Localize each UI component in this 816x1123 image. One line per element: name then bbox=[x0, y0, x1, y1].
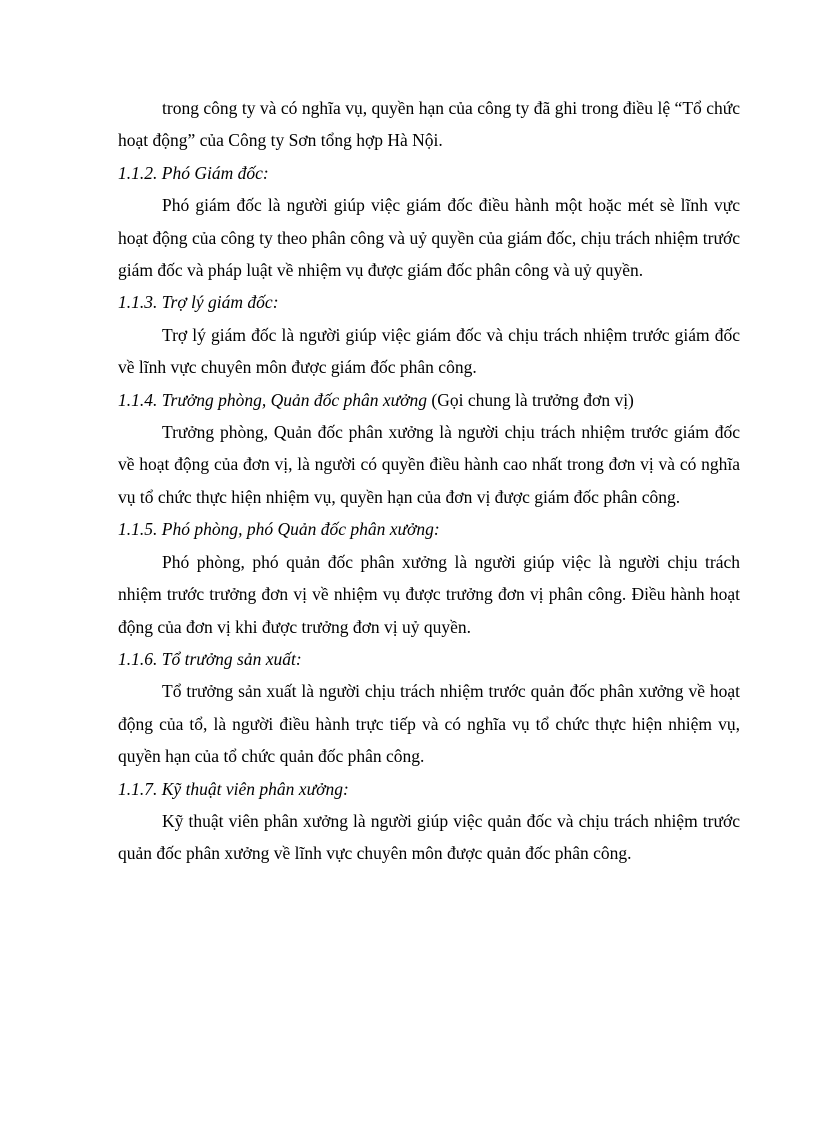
paragraph-pho-giam-doc: Phó giám đốc là người giúp việc giám đốc điều hành một hoặc mét sè lĩnh vực hoạt động của công ty theo phân công và uỷ quyền của giám đốc, chịu trách nhiệm trước giám đốc và pháp luật về nhiệm vụ được giám đốc phân công và uỷ quyền. bbox=[118, 195, 740, 281]
heading-text: 1.1.7. Kỹ thuật viên phân xưởng: bbox=[118, 778, 349, 799]
heading-text: 1.1.4. Trưởng phòng, Quản đốc phân xưởng bbox=[118, 389, 428, 410]
document-page bbox=[118, 92, 740, 870]
paragraph-tro-ly-giam-doc: Trợ lý giám đốc là người giúp việc giám đốc và chịu trách nhiệm trước giám đốc về lĩnh vực chuyên môn được giám đốc phân công. bbox=[118, 324, 740, 378]
heading-text: 1.1.3. Trợ lý giám đốc: bbox=[118, 292, 279, 313]
heading-pho-phong bbox=[118, 513, 740, 545]
paragraph-ky-thuat-vien: Kỹ thuật viên phân xưởng là người giúp việc quản đốc và chịu trách nhiệm trước quản đốc phân xưởng về lĩnh vực chuyên môn được quản đốc phân công. bbox=[118, 810, 740, 864]
heading-truong-phong bbox=[118, 384, 740, 416]
heading-tro-ly-giam-doc bbox=[118, 286, 740, 318]
heading-suffix: (Gọi chung là trưởng đơn vị) bbox=[427, 389, 634, 410]
heading-pho-giam-doc bbox=[118, 157, 740, 189]
paragraph-pho-phong: Phó phòng, phó quản đốc phân xưởng là người giúp việc là người chịu trách nhiệm trước trưởng đơn vị về nhiệm vụ được trưởng đơn vị phân công. Điều hành hoạt động của đơn vị khi được trưởng đơn vị uỷ quyền. bbox=[118, 551, 740, 637]
heading-text: 1.1.2. Phó Giám đốc: bbox=[118, 162, 269, 183]
paragraph-truong-phong: Trưởng phòng, Quản đốc phân xưởng là người chịu trách nhiệm trước giám đốc về hoạt động của đơn vị, là người có quyền điều hành cao nhất trong đơn vị và có nghĩa vụ tổ chức thực hiện nhiệm vụ, quyền hạn của đơn vị được giám đốc phân công. bbox=[118, 422, 740, 507]
heading-text: 1.1.6. Tổ trưởng sản xuất: bbox=[118, 648, 302, 669]
heading-text: 1.1.5. Phó phòng, phó Quản đốc phân xưởng: bbox=[118, 519, 440, 540]
heading-to-truong bbox=[118, 643, 740, 675]
paragraph-to-truong: Tổ trưởng sản xuất là người chịu trách nhiệm trước quản đốc phân xưởng về hoạt động của tổ, là người điều hành trực tiếp và có nghĩa vụ tổ chức thực hiện nhiệm vụ, quyền hạn của tổ chức quản đốc phân công. bbox=[118, 681, 740, 767]
heading-ky-thuat-vien bbox=[118, 773, 740, 805]
paragraph-continuation: trong công ty và có nghĩa vụ, quyền hạn của công ty đã ghi trong điều lệ “Tổ chức hoạt động” của Công ty Sơn tổng hợp Hà Nội. bbox=[118, 98, 740, 151]
